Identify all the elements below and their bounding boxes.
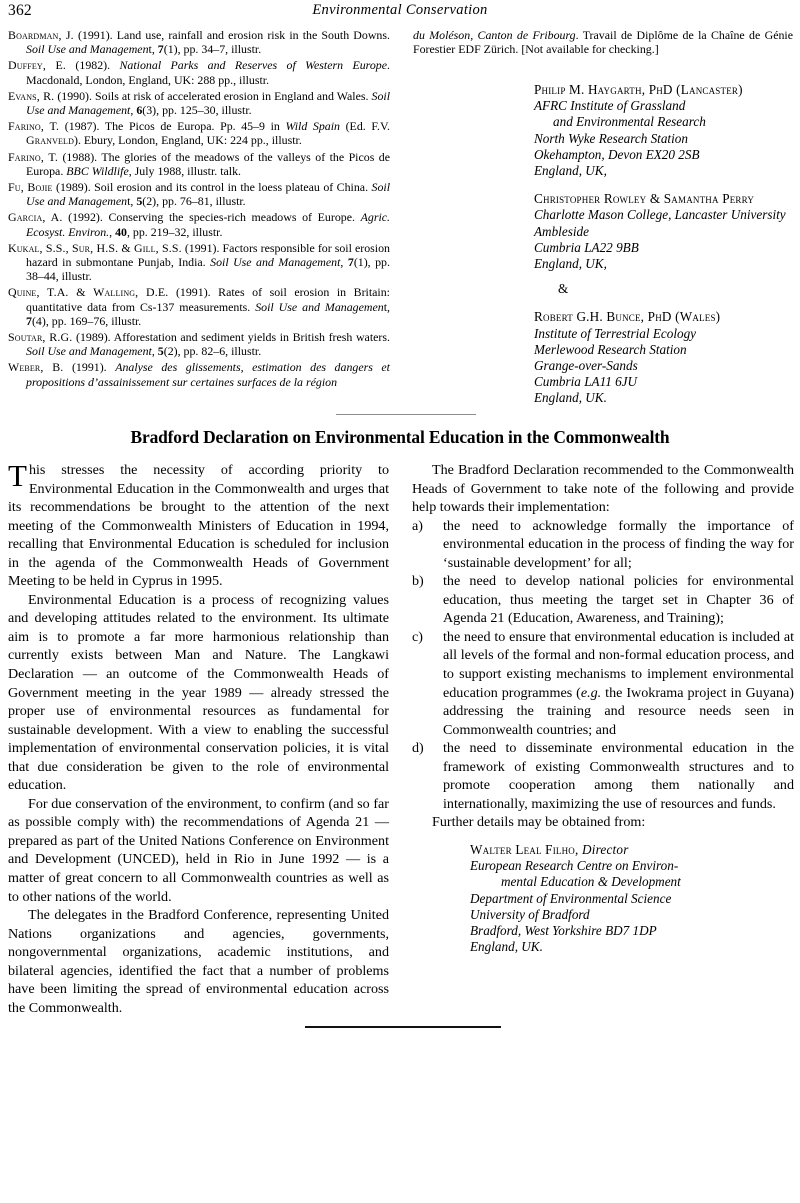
address-line: Cumbria LA11 6JU bbox=[534, 374, 638, 390]
address-line: and Environmental Research bbox=[553, 114, 706, 130]
reference-entry bbox=[8, 28, 390, 56]
reference-author: Boardman, J. bbox=[8, 28, 74, 42]
reference-entry bbox=[8, 285, 390, 327]
contact-line: European Research Centre on Environ- bbox=[470, 858, 679, 874]
body-paragraph bbox=[8, 906, 389, 1017]
address-line: North Wyke Research Station bbox=[534, 130, 688, 146]
reference-text: (1992). Conserving the species-rich meadows of Europe. bbox=[62, 210, 361, 225]
reference-volume: 6 bbox=[136, 102, 143, 117]
reference-entry bbox=[8, 180, 390, 208]
contact-line: Bradford, West Yorkshire BD7 1DP bbox=[470, 922, 657, 938]
reference-entry bbox=[8, 241, 390, 283]
reference-volume: 5 bbox=[157, 344, 164, 359]
list-item-marker: b) bbox=[412, 573, 424, 590]
reference-text: (1989). Afforestation and sediment yields in British fresh waters. bbox=[72, 329, 390, 344]
list-item-text: the Iwokrama project in Guyana) addressing the training and resource needs seen in Commonwealth countries; and bbox=[443, 684, 794, 738]
reference-text: t, bbox=[148, 42, 158, 57]
reference-text: (2), pp. 76–81, illustr. bbox=[142, 194, 246, 209]
address-author-name: Philip M. Haygarth, PhD (Lancaster) bbox=[534, 82, 743, 97]
reference-source: Soil Use and Management bbox=[210, 255, 341, 269]
list-item bbox=[412, 739, 794, 813]
reference-entry bbox=[8, 58, 390, 86]
list-item-text: the need to disseminate environmental education in the framework of existing Commonwealth structures and to promote cooperation among them nationally and internationally, maximizing the use of resources and funds. bbox=[443, 740, 794, 812]
contact-line: Department of Environmental Science bbox=[470, 890, 672, 906]
address-line: Grange-over-Sands bbox=[534, 358, 638, 374]
drop-cap: T bbox=[8, 458, 27, 493]
reference-author: Evans, R. bbox=[8, 88, 55, 103]
list-item-text: the need to ensure that environmental education is included at all levels of the formal and non-formal education process, and to support existing mechanisms to implement environmental education programmes ( bbox=[443, 628, 794, 701]
reference-author: Farino, T. bbox=[8, 119, 60, 134]
right-intro-paragraph bbox=[412, 461, 794, 517]
address-line: Charlotte Mason College, Lancaster University bbox=[534, 207, 786, 223]
list-item bbox=[412, 517, 794, 573]
reference-text: (3), pp. 125–30, illustr. bbox=[142, 102, 252, 117]
address-block bbox=[534, 82, 796, 179]
reference-text: t, bbox=[383, 299, 390, 314]
reference-volume: 7 bbox=[26, 313, 32, 328]
reference-entry bbox=[8, 119, 390, 147]
reference-text: , July 1988, illustr. talk. bbox=[128, 163, 242, 178]
right-intro-text: The Bradford Declaration recommended to the Commonwealth Heads of Government to take note of the following and provide help towards their implementation: bbox=[412, 462, 794, 516]
reference-text: (1991). Factors responsible for soil erosion hazard in submontane Punjab, India. bbox=[26, 240, 390, 269]
address-line: AFRC Institute of Grassland bbox=[534, 98, 686, 114]
reference-author: Fu, Bojie bbox=[8, 180, 53, 195]
address-line: Merlewood Research Station bbox=[534, 341, 687, 357]
contact-role: Director bbox=[578, 841, 629, 857]
reference-text: (1988). The glories of the meadows of the valleys of the Picos de Europa. bbox=[26, 149, 391, 178]
reference-entry bbox=[8, 360, 390, 388]
article-title: Bradford Declaration on Environmental Education in the Commonwealth bbox=[130, 427, 670, 447]
list-item-emphasis: e.g. bbox=[580, 684, 602, 701]
reference-volume: 7 bbox=[157, 42, 164, 57]
reference-source: Soil Use and Managemen bbox=[255, 299, 384, 314]
reference-entry bbox=[8, 330, 390, 358]
reference-author: Weber, B. bbox=[8, 360, 64, 375]
address-block bbox=[534, 191, 796, 297]
list-item-text: the need to develop national policies for environmental education, thus meeting the target set in Chapter 36 of Agenda 21 (Education, Awareness, and Training); bbox=[443, 573, 794, 627]
reference-editor: Granveld bbox=[26, 133, 75, 148]
reference-source: Soil Use and Managemen bbox=[26, 42, 149, 57]
reference-text: , bbox=[130, 102, 137, 117]
address-line: Okehampton, Devon EX20 2SB bbox=[534, 146, 700, 162]
rule-above-title bbox=[336, 414, 476, 415]
reference-volume: 7 bbox=[347, 255, 354, 269]
reference-text: (2), pp. 82–6, illustr. bbox=[163, 344, 262, 359]
address-line: Ambleside bbox=[534, 223, 589, 239]
body-paragraph-text: For due conservation of the environment, to confirm (and so far as possible comply with) the recommendations of Agenda 21 — prepared as part of the United Nations Conference on Environment and Development (UNCED), held in Rio in June 1992 — is a matter of great concern to all Commonwealth countries as well as to other nations of the world. bbox=[8, 795, 389, 905]
reference-source: Soil Use and Management bbox=[26, 344, 152, 359]
recommendations-list bbox=[412, 517, 794, 814]
rule-below-article bbox=[305, 1026, 501, 1028]
address-author-name: Robert G.H. Bunce, PhD (Wales) bbox=[534, 309, 721, 325]
contact-line: England, UK. bbox=[470, 939, 543, 955]
reference-author: Duffey, E. bbox=[8, 58, 67, 73]
address-line: Cumbria LA22 9BB bbox=[534, 239, 639, 255]
reference-text: (1991). bbox=[63, 360, 116, 375]
list-item bbox=[412, 628, 794, 739]
body-paragraph bbox=[8, 795, 389, 906]
list-item-marker: a) bbox=[412, 517, 423, 534]
reference-source: Wild Spain bbox=[285, 119, 340, 134]
reference-text: (4), pp. 169–76, illustr. bbox=[31, 313, 142, 328]
address-line: Institute of Terrestrial Ecology bbox=[534, 325, 697, 341]
references-column-right bbox=[413, 28, 793, 56]
address-line: England, UK. bbox=[534, 390, 607, 406]
reference-continuation bbox=[413, 28, 793, 56]
author-address-blocks bbox=[534, 82, 796, 407]
references-column-left bbox=[8, 28, 390, 389]
reference-volume: 40 bbox=[115, 224, 127, 239]
further-details-line: Further details may be obtained from: bbox=[432, 814, 646, 831]
reference-author: Kukal, S.S., Sur, H.S. & Gill, S.S. bbox=[8, 240, 182, 255]
body-paragraph-text: Environmental Education is a process of recognizing values and developing attitudes related to the environment. Its ultimate aim is to promote a far more harmonious relationship than currently exists between Man and Nature. The Langkawi Declaration — an outcome of the Commonwealth Heads of Government meeting in the year 1989 — already stressed the proper use of environmental resources as fundamental for sustainable development. With a view to enabling the successful implementation of environmental conservation policies, it is vital that due consideration be given to the role of environmental education. bbox=[8, 591, 389, 794]
page-number: 362 bbox=[8, 2, 32, 19]
reference-text: (1), pp. 38–44, illustr. bbox=[26, 255, 390, 284]
reference-text: , bbox=[109, 224, 116, 239]
reference-source: Soil Use and Management bbox=[26, 88, 390, 117]
reference-text: , bbox=[151, 344, 158, 359]
list-item bbox=[412, 572, 794, 628]
running-head bbox=[0, 2, 800, 22]
reference-text: (1982). bbox=[66, 58, 120, 73]
reference-continuation-roman: . Travail de Diplôme de la Chaîne de Génie Forestier EDF Zürich. [Not available for checking.] bbox=[413, 28, 793, 57]
reference-text: (1991). Rates of soil erosion in Britain: quantitative data from Cs-137 measurements. bbox=[26, 285, 390, 314]
address-line: England, UK, bbox=[534, 256, 607, 272]
reference-text: , bbox=[340, 255, 348, 269]
list-item-marker: c) bbox=[412, 628, 423, 645]
body-paragraph-text: his stresses the necessity of according priority to Environmental Education in the Commonwealth and urges that its recommendations be brought to the attention of the next meeting of the Commonwealth Ministers of Education in 1994, recalling that Environmental Education is scheduled for inclusion in the agenda of the Commonwealth Heads of Government Meeting to be held in Cyprus in 1995. bbox=[8, 462, 389, 590]
reference-text: t, bbox=[127, 194, 137, 209]
reference-author: Garcia, A. bbox=[8, 210, 63, 225]
body-column-left bbox=[8, 458, 389, 1017]
body-paragraph bbox=[8, 458, 389, 591]
reference-entry bbox=[8, 89, 390, 117]
reference-text: (1989). Soil erosion and its control in the loess plateau of China. bbox=[52, 180, 372, 195]
reference-source: National Parks and Reserves of Western Europe bbox=[119, 58, 388, 73]
journal-title: Environmental Conservation bbox=[312, 2, 488, 18]
reference-entry bbox=[8, 150, 390, 178]
contact-name-text: Walter Leal Filho, bbox=[470, 841, 579, 857]
body-column-right bbox=[412, 461, 794, 955]
body-paragraph bbox=[8, 591, 389, 795]
contact-line: University of Bradford bbox=[470, 906, 590, 922]
reference-text: (Ed. F.V. bbox=[339, 119, 391, 134]
reference-entry bbox=[8, 210, 390, 238]
reference-volume: 5 bbox=[136, 194, 143, 209]
body-paragraph-text: The delegates in the Bradford Conference, representing United Nations organizations and agencies, governments, nongovernmental organizations, academic institutions, and bilateral agencies, identified the fact that a number of problems have been limiting the spread of environmental education across the Commonwealth. bbox=[8, 907, 389, 1016]
reference-source: Agric. Ecosyst. Environ. bbox=[26, 210, 390, 239]
contact-line: mental Education & Development bbox=[501, 874, 681, 890]
reference-author: Farino, T. bbox=[8, 149, 59, 164]
contact-address-block bbox=[470, 842, 794, 955]
address-block bbox=[534, 309, 796, 406]
reference-text: (1990). Soils at risk of accelerated erosion in England and Wales. bbox=[54, 88, 372, 103]
reference-continuation-italic: du Moléson, Canton de Fribourg bbox=[413, 28, 576, 42]
reference-text: , pp. 219–32, illustr. bbox=[126, 224, 223, 239]
reference-text: (1), pp. 34–7, illustr. bbox=[163, 42, 262, 57]
contact-name bbox=[470, 842, 794, 858]
address-author-name: Christopher Rowley & Samantha Perry bbox=[534, 191, 755, 207]
reference-text: ). Ebury, London, England, UK: 224 pp., illustr. bbox=[74, 133, 302, 148]
reference-source: Soil Use and Managemen bbox=[26, 180, 390, 209]
reference-text: (1991). Land use, rainfall and erosion risk in the South Downs. bbox=[73, 28, 390, 42]
reference-source: Analyse des glissements, estimation des dangers et propositions d’assainissement sur certaines surfaces de la région bbox=[26, 360, 390, 389]
address-line: England, UK, bbox=[534, 163, 607, 179]
address-ampersand: & bbox=[558, 281, 569, 297]
reference-source: BBC Wildlife bbox=[66, 163, 129, 178]
reference-text: (1987). The Picos de Europa. Pp. 45–9 in bbox=[59, 119, 286, 134]
reference-author: Quine, T.A. & Walling, D.E. bbox=[8, 285, 169, 300]
reference-author: Soutar, R.G. bbox=[8, 329, 73, 344]
list-item-marker: d) bbox=[412, 740, 424, 757]
reference-text: . Macdonald, London, England, UK: 288 pp., illustr. bbox=[26, 58, 390, 87]
list-item-text: the need to acknowledge formally the importance of environmental education in the process of finding the way for ‘sustainable development’ for all; bbox=[443, 517, 794, 571]
